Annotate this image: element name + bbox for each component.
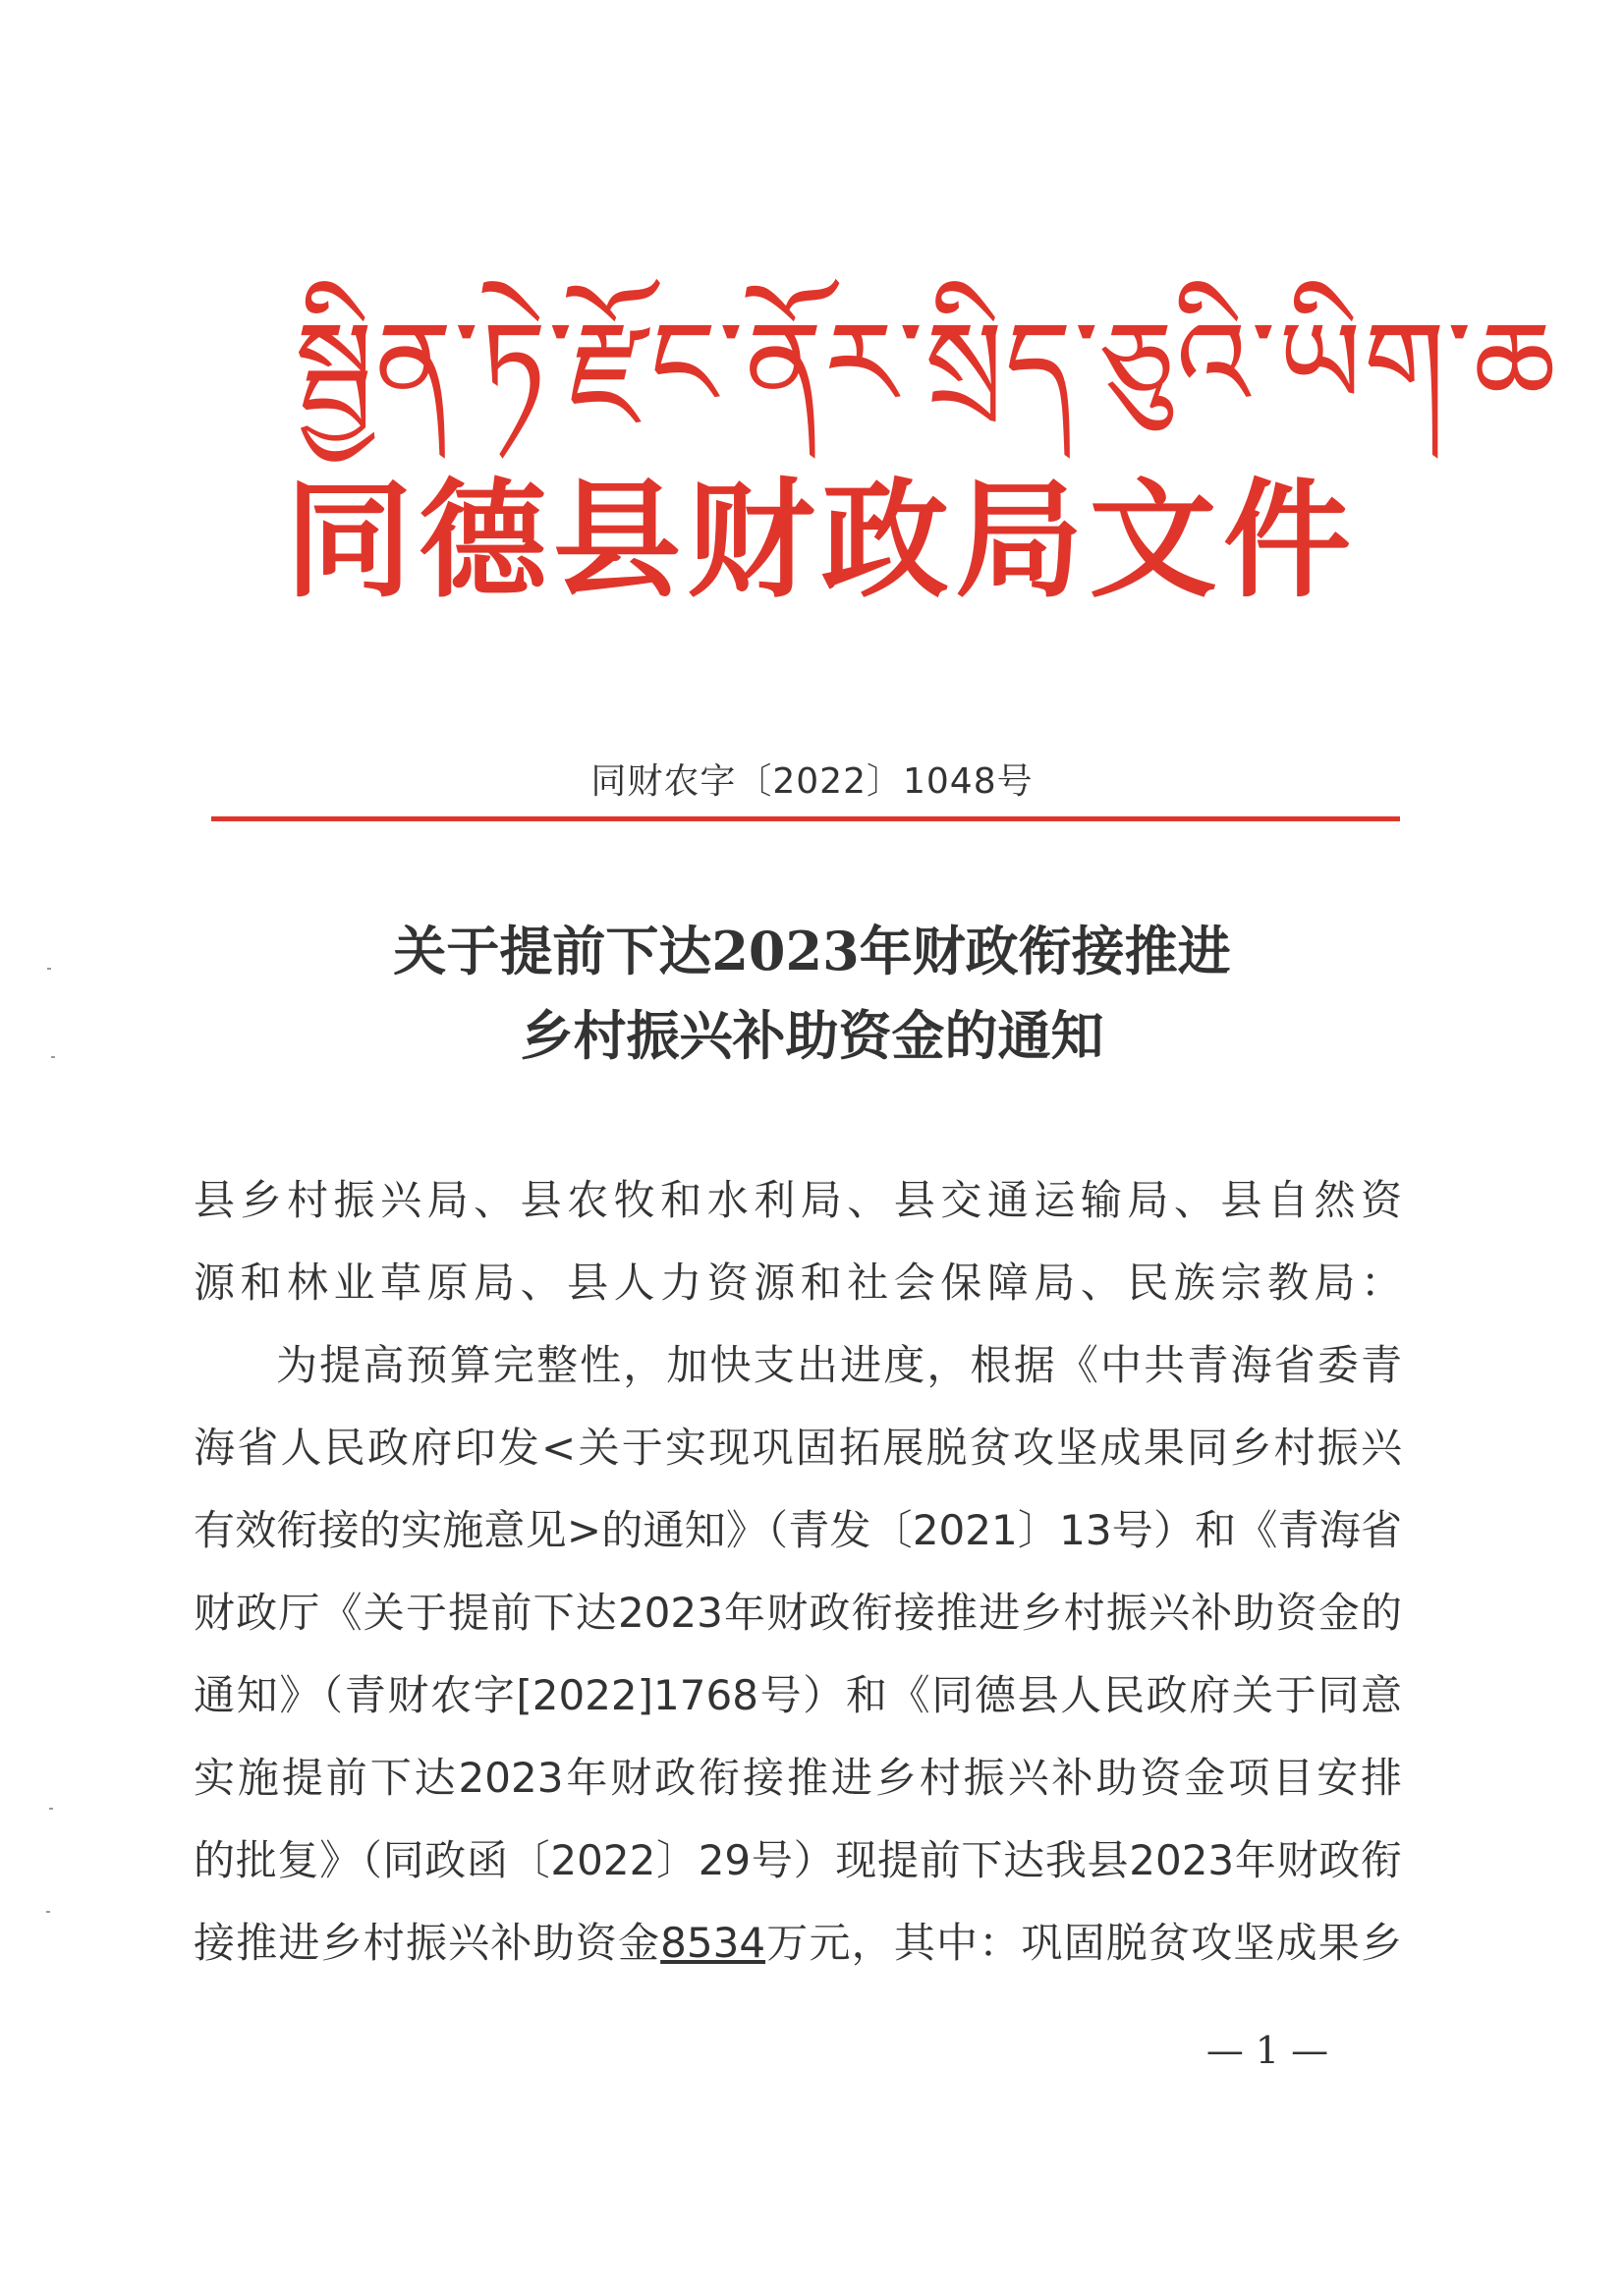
paragraph-line-8	[194, 1902, 1402, 1985]
paragraph-line-4: 财政厅《关于提前下达2023年财政衔接推进乡村振兴补助资金的	[194, 1589, 1402, 1637]
addressee-line-2: 源和林业草原局、县人力资源和社会保障局、民族宗教局：	[194, 1259, 1402, 1307]
paragraph-line-3: 有效衔接的实施意见>的通知》（青发〔2021〕13号）和《青海省	[194, 1506, 1402, 1554]
paragraph-line-2: 海省人民政府印发<关于实现巩固拓展脱贫攻坚成果同乡村振兴	[194, 1424, 1402, 1472]
document-title	[0, 909, 1624, 1078]
document-body	[194, 1159, 1402, 1985]
paragraph-line-6: 实施提前下达2023年财政衔接推进乡村振兴补助资金项目安排	[194, 1754, 1402, 1802]
tibetan-header-title: སྦྱིན་ཏེ་རྫོང་ནོར་སྲིད་ཅུའི་ཡིག་ཆ	[295, 296, 1558, 431]
addressee-line-1: 县乡村振兴局、县农牧和水利局、县交通运输局、县自然资	[194, 1176, 1402, 1224]
paragraph-line-1: 为提高预算完整性，加快支出进度，根据《中共青海省委青	[276, 1341, 1402, 1389]
document-number: 同财农字〔2022〕1048号	[590, 761, 1034, 802]
document-title-line-1: 关于提前下达2023年财政衔接推进	[393, 920, 1231, 982]
page-number: — 1 —	[1205, 2029, 1329, 2072]
paragraph-line-7: 的批复》（同政函〔2022〕29号）现提前下达我县2023年财政衔	[194, 1836, 1402, 1884]
chinese-header-title: 同德县财政局文件	[285, 466, 1351, 615]
document-title-line-2: 乡村振兴补助资金的通知	[520, 1004, 1104, 1067]
paragraph-line-8-before: 接推进乡村振兴补助资金	[194, 1919, 661, 1967]
paragraph-line-8-after: 万元，其中：巩固脱贫攻坚成果乡	[765, 1919, 1402, 1967]
scan-speck	[51, 1056, 55, 1058]
red-divider-line	[211, 816, 1400, 821]
scan-speck	[49, 1808, 53, 1810]
paragraph-line-5: 通知》（青财农字[2022]1768号）和《同德县人民政府关于同意	[194, 1671, 1402, 1719]
scan-speck	[47, 968, 51, 970]
funding-amount: 8534	[660, 1919, 766, 1967]
scan-speck	[46, 1911, 50, 1913]
